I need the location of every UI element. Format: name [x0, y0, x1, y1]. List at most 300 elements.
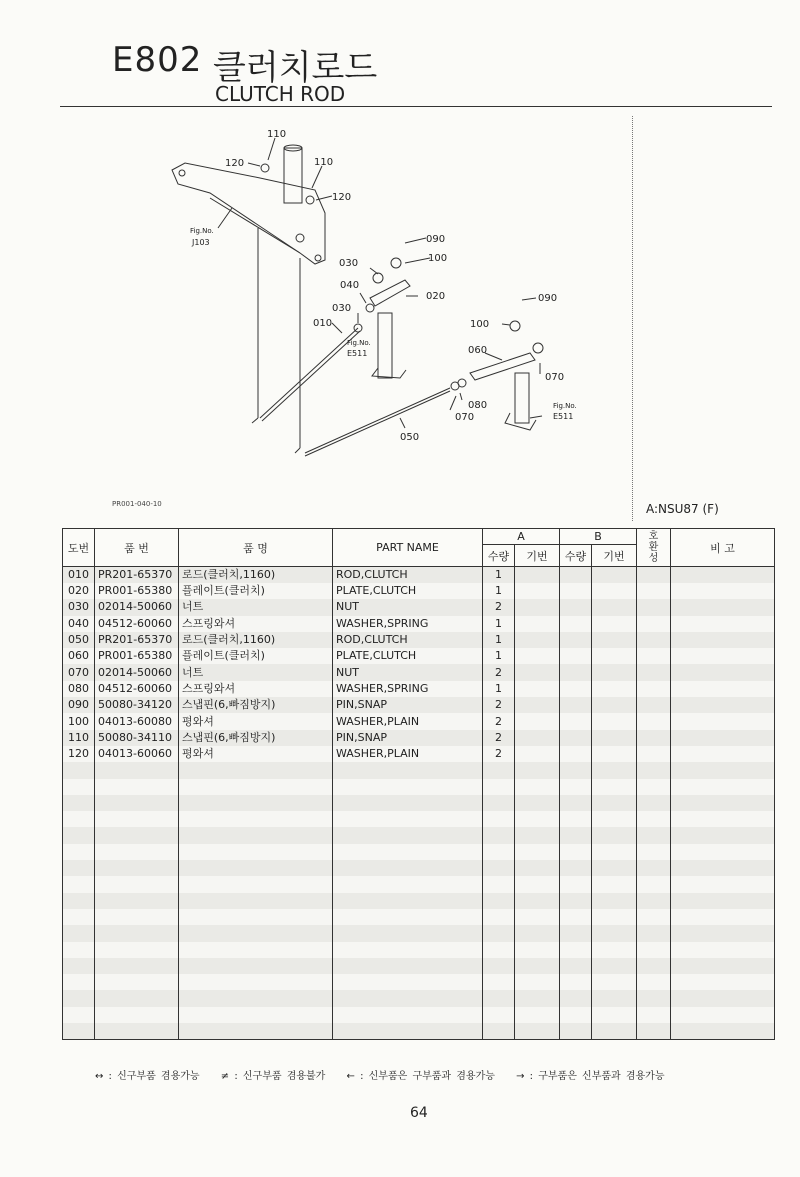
- cell-kr: [179, 876, 333, 892]
- cell-remarks: [671, 681, 775, 697]
- header-no: 도번: [63, 529, 95, 567]
- cell-qty: [483, 811, 515, 827]
- header-group-a: A: [483, 529, 560, 545]
- label-100-upper: 100: [428, 253, 448, 264]
- cell-part: 04512-60060: [95, 681, 179, 697]
- cell-en: NUT: [333, 599, 483, 615]
- cell-compat: [637, 909, 671, 925]
- cell-b_qty: [560, 876, 592, 892]
- cell-b_code: [592, 827, 637, 843]
- cell-compat: [637, 713, 671, 729]
- section-title-korean: 클러치로드: [213, 48, 378, 88]
- cell-remarks: [671, 648, 775, 664]
- cell-qty: 1: [483, 583, 515, 599]
- header-b-qty: 수량: [560, 545, 592, 567]
- cell-en: NUT: [333, 664, 483, 680]
- cell-kr: 너트: [179, 599, 333, 615]
- cell-part: [95, 958, 179, 974]
- cell-remarks: [671, 730, 775, 746]
- cell-no: [63, 974, 95, 990]
- cell-en: PLATE,CLUTCH: [333, 583, 483, 599]
- cell-b_qty: [560, 925, 592, 941]
- table-row-empty: [63, 779, 775, 795]
- cell-b_qty: [560, 599, 592, 615]
- cell-kr: 평와셔: [179, 746, 333, 762]
- cell-b_qty: [560, 1023, 592, 1039]
- cell-remarks: [671, 779, 775, 795]
- cell-remarks: [671, 713, 775, 729]
- table-row: [63, 730, 775, 746]
- table-row-empty: [63, 860, 775, 876]
- cell-qty: [483, 795, 515, 811]
- parts-table: [62, 528, 775, 1040]
- cell-a_code: [515, 681, 560, 697]
- cell-b_code: [592, 909, 637, 925]
- cell-b_code: [592, 746, 637, 762]
- cell-compat: [637, 827, 671, 843]
- cell-b_qty: [560, 746, 592, 762]
- cell-no: 030: [63, 599, 95, 615]
- cell-b_code: [592, 616, 637, 632]
- cell-compat: [637, 876, 671, 892]
- cell-part: [95, 974, 179, 990]
- cell-part: [95, 942, 179, 958]
- label-110-top: 110: [267, 129, 287, 140]
- label-070-right: 070: [545, 372, 565, 383]
- cell-qty: [483, 860, 515, 876]
- cell-qty: [483, 1007, 515, 1023]
- cell-b_code: [592, 762, 637, 778]
- cell-part: [95, 1023, 179, 1039]
- label-110-right: 110: [314, 157, 334, 168]
- cell-b_qty: [560, 583, 592, 599]
- cell-remarks: [671, 990, 775, 1006]
- cell-part: [95, 827, 179, 843]
- cell-en: [333, 925, 483, 941]
- cell-b_qty: [560, 958, 592, 974]
- cell-a_code: [515, 925, 560, 941]
- cell-b_qty: [560, 632, 592, 648]
- cell-qty: 1: [483, 648, 515, 664]
- header-name-kr: 품 명: [179, 529, 333, 567]
- cell-qty: 2: [483, 746, 515, 762]
- cell-no: [63, 811, 95, 827]
- label-040: 040: [340, 280, 360, 291]
- cell-en: PIN,SNAP: [333, 697, 483, 713]
- cell-kr: [179, 974, 333, 990]
- cell-qty: [483, 958, 515, 974]
- cell-no: [63, 990, 95, 1006]
- cell-no: [63, 844, 95, 860]
- legend-item: ← : 신부품은 구부품과 겸용가능: [346, 1071, 495, 1082]
- cell-a_code: [515, 599, 560, 615]
- diagram-linework: [172, 138, 543, 456]
- cell-a_code: [515, 990, 560, 1006]
- cell-remarks: [671, 811, 775, 827]
- cell-remarks: [671, 697, 775, 713]
- cell-compat: [637, 795, 671, 811]
- cell-no: 020: [63, 583, 95, 599]
- cell-no: [63, 860, 95, 876]
- cell-b_qty: [560, 942, 592, 958]
- cell-b_code: [592, 876, 637, 892]
- cell-b_qty: [560, 779, 592, 795]
- cell-remarks: [671, 599, 775, 615]
- cell-kr: [179, 958, 333, 974]
- cell-qty: 2: [483, 599, 515, 615]
- cell-qty: 2: [483, 730, 515, 746]
- cell-b_code: [592, 730, 637, 746]
- cell-en: [333, 974, 483, 990]
- cell-qty: 1: [483, 632, 515, 648]
- cell-remarks: [671, 893, 775, 909]
- cell-en: [333, 860, 483, 876]
- cell-qty: [483, 762, 515, 778]
- cell-a_code: [515, 1023, 560, 1039]
- label-050: 050: [400, 432, 420, 443]
- cell-a_code: [515, 860, 560, 876]
- cell-compat: [637, 616, 671, 632]
- cell-part: [95, 779, 179, 795]
- section-code: E802: [112, 40, 203, 80]
- cell-part: PR001-65380: [95, 648, 179, 664]
- cell-b_qty: [560, 567, 592, 584]
- cell-compat: [637, 844, 671, 860]
- cell-a_code: [515, 697, 560, 713]
- cell-kr: [179, 795, 333, 811]
- cell-b_qty: [560, 681, 592, 697]
- cell-b_qty: [560, 909, 592, 925]
- cell-en: WASHER,SPRING: [333, 681, 483, 697]
- dotted-divider: [632, 116, 633, 521]
- cell-b_code: [592, 925, 637, 941]
- cell-part: [95, 762, 179, 778]
- table-row: [63, 599, 775, 615]
- cell-no: 100: [63, 713, 95, 729]
- cell-a_code: [515, 583, 560, 599]
- cell-en: [333, 893, 483, 909]
- cell-a_code: [515, 762, 560, 778]
- cell-qty: 2: [483, 713, 515, 729]
- cell-a_code: [515, 730, 560, 746]
- cell-compat: [637, 990, 671, 1006]
- cell-b_code: [592, 779, 637, 795]
- cell-b_qty: [560, 974, 592, 990]
- label-020: 020: [426, 291, 446, 302]
- cell-b_code: [592, 697, 637, 713]
- cell-b_code: [592, 713, 637, 729]
- cell-compat: [637, 681, 671, 697]
- table-row: [63, 583, 775, 599]
- cell-part: 04013-60080: [95, 713, 179, 729]
- cell-compat: [637, 1023, 671, 1039]
- cell-kr: 스냅핀(6,빠짐방지): [179, 697, 333, 713]
- cell-no: 040: [63, 616, 95, 632]
- table-row-empty: [63, 795, 775, 811]
- cell-a_code: [515, 567, 560, 584]
- cell-b_code: [592, 974, 637, 990]
- label-j103: J103: [192, 238, 210, 247]
- cell-kr: [179, 990, 333, 1006]
- cell-en: [333, 942, 483, 958]
- label-030-upper: 030: [339, 258, 359, 269]
- cell-no: [63, 762, 95, 778]
- cell-compat: [637, 664, 671, 680]
- cell-compat: [637, 860, 671, 876]
- label-e511-left: E511: [347, 349, 368, 358]
- cell-kr: [179, 860, 333, 876]
- cell-qty: [483, 909, 515, 925]
- header-group-b: B: [560, 529, 637, 545]
- cell-part: PR201-65370: [95, 632, 179, 648]
- cell-en: PIN,SNAP: [333, 730, 483, 746]
- cell-b_qty: [560, 648, 592, 664]
- cell-qty: [483, 925, 515, 941]
- cell-compat: [637, 583, 671, 599]
- cell-b_qty: [560, 762, 592, 778]
- label-030-lower: 030: [332, 303, 352, 314]
- table-row: [63, 681, 775, 697]
- label-120-right: 120: [332, 192, 352, 203]
- cell-en: [333, 1007, 483, 1023]
- cell-remarks: [671, 974, 775, 990]
- legend-item: ≠ : 신구부품 겸용불가: [220, 1071, 326, 1082]
- label-120-top: 120: [225, 158, 245, 169]
- cell-en: [333, 1023, 483, 1039]
- cell-b_code: [592, 583, 637, 599]
- cell-en: [333, 762, 483, 778]
- cell-kr: 플레이트(클러치): [179, 583, 333, 599]
- cell-no: 090: [63, 697, 95, 713]
- cell-compat: [637, 632, 671, 648]
- cell-qty: 1: [483, 616, 515, 632]
- cell-remarks: [671, 827, 775, 843]
- cell-compat: [637, 893, 671, 909]
- cell-b_code: [592, 567, 637, 584]
- cell-b_qty: [560, 860, 592, 876]
- cell-en: [333, 779, 483, 795]
- table-row-empty: [63, 990, 775, 1006]
- table-row: [63, 632, 775, 648]
- table-row-empty: [63, 1023, 775, 1039]
- cell-remarks: [671, 632, 775, 648]
- cell-en: PLATE,CLUTCH: [333, 648, 483, 664]
- cell-en: [333, 958, 483, 974]
- header-remarks: 비 고: [671, 529, 775, 567]
- cell-no: 070: [63, 664, 95, 680]
- cell-a_code: [515, 713, 560, 729]
- cell-a_code: [515, 893, 560, 909]
- cell-compat: [637, 746, 671, 762]
- cell-part: [95, 795, 179, 811]
- cell-no: [63, 1023, 95, 1039]
- cell-remarks: [671, 1007, 775, 1023]
- cell-qty: [483, 1023, 515, 1039]
- cell-part: 50080-34110: [95, 730, 179, 746]
- cell-kr: [179, 762, 333, 778]
- cell-no: [63, 925, 95, 941]
- cell-part: 50080-34120: [95, 697, 179, 713]
- label-090-lower: 090: [538, 293, 558, 304]
- cell-remarks: [671, 583, 775, 599]
- cell-b_qty: [560, 697, 592, 713]
- cell-b_code: [592, 681, 637, 697]
- cell-b_code: [592, 1007, 637, 1023]
- cell-kr: [179, 844, 333, 860]
- cell-en: [333, 827, 483, 843]
- cell-b_qty: [560, 893, 592, 909]
- cell-en: [333, 909, 483, 925]
- parts-table-body: [63, 567, 775, 1040]
- table-row: [63, 616, 775, 632]
- cell-remarks: [671, 795, 775, 811]
- cell-a_code: [515, 942, 560, 958]
- legend-item: ↔ : 신구부품 겸용가능: [95, 1071, 200, 1082]
- cell-en: WASHER,PLAIN: [333, 713, 483, 729]
- table-row-empty: [63, 925, 775, 941]
- cell-no: 120: [63, 746, 95, 762]
- cell-no: [63, 876, 95, 892]
- cell-qty: [483, 779, 515, 795]
- cell-compat: [637, 1007, 671, 1023]
- cell-remarks: [671, 860, 775, 876]
- cell-part: [95, 990, 179, 1006]
- cell-a_code: [515, 909, 560, 925]
- header-b-code: 기번: [592, 545, 637, 567]
- cell-a_code: [515, 876, 560, 892]
- cell-a_code: [515, 664, 560, 680]
- cell-remarks: [671, 925, 775, 941]
- cell-kr: [179, 827, 333, 843]
- cell-b_code: [592, 844, 637, 860]
- table-row-empty: [63, 844, 775, 860]
- cell-no: 010: [63, 567, 95, 584]
- table-row: [63, 664, 775, 680]
- label-figno-j103: Fig.No.: [190, 227, 214, 235]
- cell-en: ROD,CLUTCH: [333, 632, 483, 648]
- legend-item: → : 구부품은 신부품과 겸용가능: [516, 1071, 665, 1082]
- cell-kr: 로드(클러치,1160): [179, 567, 333, 584]
- table-row-empty: [63, 909, 775, 925]
- header-rule: [60, 106, 772, 107]
- table-row-empty: [63, 1007, 775, 1023]
- cell-b_code: [592, 811, 637, 827]
- cell-no: [63, 779, 95, 795]
- cell-qty: [483, 974, 515, 990]
- cell-a_code: [515, 779, 560, 795]
- cell-qty: 1: [483, 681, 515, 697]
- label-060: 060: [468, 345, 488, 356]
- cell-en: ROD,CLUTCH: [333, 567, 483, 584]
- cell-no: [63, 795, 95, 811]
- cell-remarks: [671, 567, 775, 584]
- cell-no: [63, 1007, 95, 1023]
- cell-part: 04512-60060: [95, 616, 179, 632]
- cell-part: [95, 844, 179, 860]
- cell-a_code: [515, 958, 560, 974]
- cell-part: [95, 860, 179, 876]
- label-010: 010: [313, 318, 333, 329]
- cell-kr: 스냅핀(6,빠짐방지): [179, 730, 333, 746]
- cell-b_qty: [560, 844, 592, 860]
- cell-kr: 로드(클러치,1160): [179, 632, 333, 648]
- cell-b_code: [592, 648, 637, 664]
- cell-remarks: [671, 1023, 775, 1039]
- cell-b_qty: [560, 1007, 592, 1023]
- cell-en: [333, 876, 483, 892]
- cell-remarks: [671, 762, 775, 778]
- cell-part: [95, 1007, 179, 1023]
- header-a-qty: 수량: [483, 545, 515, 567]
- label-090-upper: 090: [426, 234, 446, 245]
- table-row-empty: [63, 762, 775, 778]
- cell-remarks: [671, 942, 775, 958]
- cell-compat: [637, 697, 671, 713]
- header-a-code: 기번: [515, 545, 560, 567]
- cell-compat: [637, 925, 671, 941]
- page-number: 64: [410, 1105, 428, 1121]
- cell-part: 02014-50060: [95, 664, 179, 680]
- cell-compat: [637, 958, 671, 974]
- table-row-empty: [63, 974, 775, 990]
- cell-b_code: [592, 893, 637, 909]
- cell-remarks: [671, 844, 775, 860]
- exploded-parts-diagram: [110, 118, 630, 518]
- cell-remarks: [671, 876, 775, 892]
- table-row: [63, 648, 775, 664]
- cell-kr: [179, 1007, 333, 1023]
- cell-part: [95, 876, 179, 892]
- header-compat: 호환성: [637, 529, 671, 567]
- cell-a_code: [515, 616, 560, 632]
- cell-part: 04013-60060: [95, 746, 179, 762]
- cell-part: [95, 925, 179, 941]
- cell-part: [95, 893, 179, 909]
- cell-b_qty: [560, 730, 592, 746]
- cell-compat: [637, 811, 671, 827]
- cell-b_code: [592, 1023, 637, 1039]
- cell-b_qty: [560, 616, 592, 632]
- cell-b_qty: [560, 795, 592, 811]
- label-070-lower: 070: [455, 412, 475, 423]
- cell-part: [95, 909, 179, 925]
- cell-kr: [179, 925, 333, 941]
- cell-b_qty: [560, 990, 592, 1006]
- table-row: [63, 697, 775, 713]
- cell-b_code: [592, 795, 637, 811]
- label-figno-e511-right: Fig.No.: [553, 402, 577, 410]
- cell-a_code: [515, 632, 560, 648]
- cell-en: WASHER,SPRING: [333, 616, 483, 632]
- cell-no: 110: [63, 730, 95, 746]
- cell-remarks: [671, 746, 775, 762]
- cell-compat: [637, 599, 671, 615]
- cell-compat: [637, 974, 671, 990]
- cell-kr: 플레이트(클러치): [179, 648, 333, 664]
- cell-remarks: [671, 958, 775, 974]
- cell-b_code: [592, 942, 637, 958]
- cell-a_code: [515, 974, 560, 990]
- cell-qty: 2: [483, 664, 515, 680]
- cell-no: 060: [63, 648, 95, 664]
- cell-qty: [483, 942, 515, 958]
- cell-b_code: [592, 664, 637, 680]
- cell-compat: [637, 648, 671, 664]
- cell-kr: [179, 811, 333, 827]
- cell-qty: 1: [483, 567, 515, 584]
- header-part-name: PART NAME: [333, 529, 483, 567]
- cell-no: [63, 909, 95, 925]
